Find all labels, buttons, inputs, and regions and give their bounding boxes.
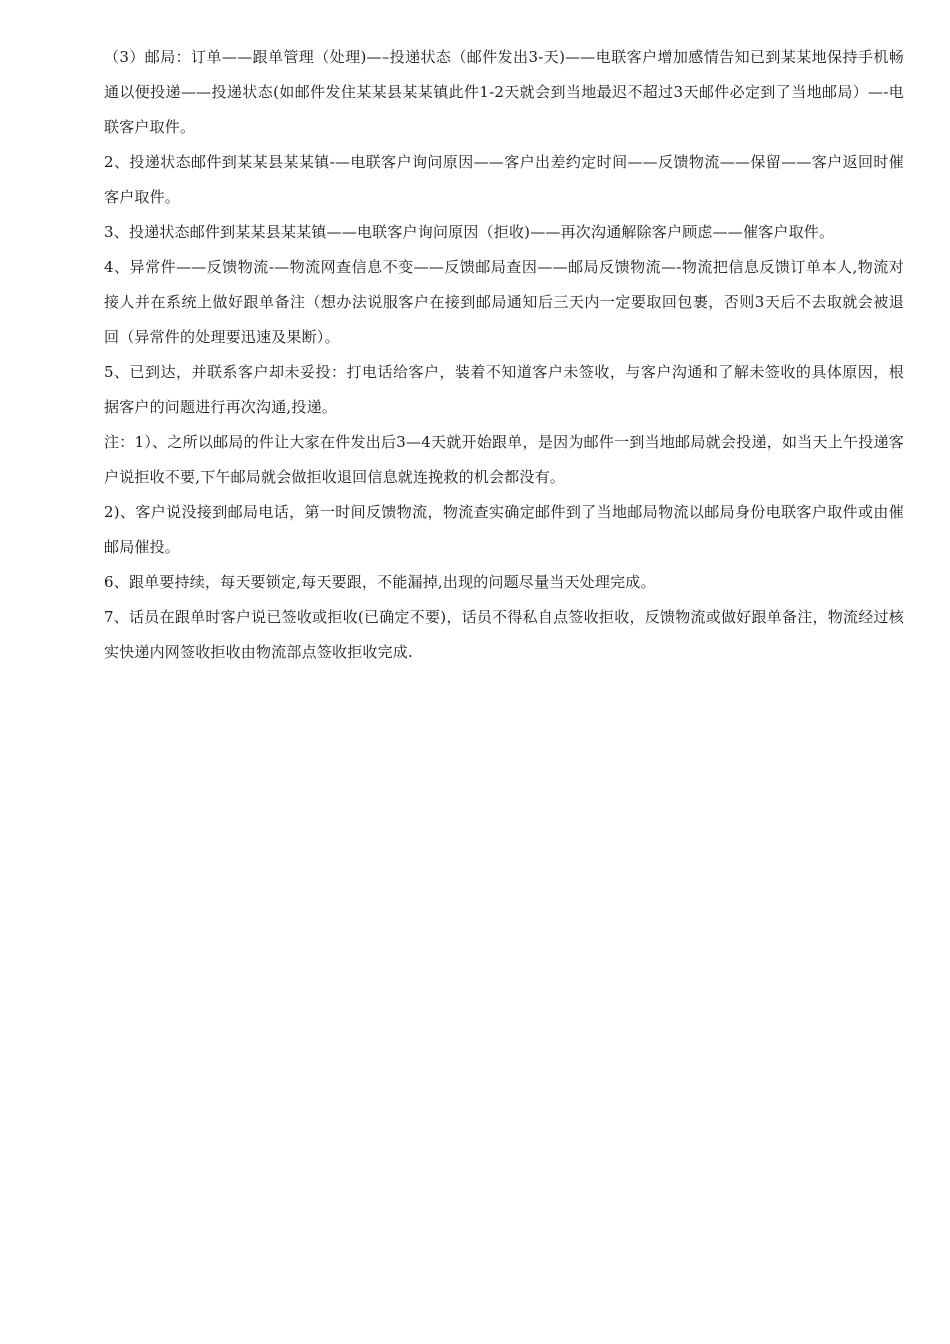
paragraph-item-2: 2、投递状态邮件到某某县某某镇-—电联客户询问原因——客户出差约定时间——反馈物流——保留——客户返回时催客户取件。 bbox=[104, 153, 904, 206]
paragraph-note-2: 2)、客户说没接到邮局电话，第一时间反馈物流，物流查实确定邮件到了当地邮局物流以邮局身份电联客户取件或由催邮局催投。 bbox=[104, 503, 904, 556]
paragraph-item-7: 7、话员在跟单时客户说已签收或拒收(已确定不要)，话员不得私自点签收拒收，反馈物流或做好跟单备注，物流经过核实快递内网签收拒收由物流部点签收拒收完成. bbox=[104, 608, 904, 661]
paragraph-item-4: 4、异常件——反馈物流-—物流网查信息不变——反馈邮局查因——邮局反馈物流—-物流把信息反馈订单本人,物流对接人并在系统上做好跟单备注（想办法说服客户在接到邮局通知后三天内一定要取回包裹，否则3天后不去取就会被退回（异常件的处理要迅速及果断）。 bbox=[104, 258, 904, 346]
paragraph-post-office-process: （3）邮局：订单——跟单管理（处理)—–投递状态（邮件发出3-天)——电联客户增加感情告知已到某某地保持手机畅通以便投递——投递状态(如邮件发住某某县某某镇此件1-2天就会到当地最迟不超过3天邮件必定到了当地邮局）—-电联客户取件。 bbox=[104, 48, 904, 136]
paragraph-item-3: 3、投递状态邮件到某某县某某镇——电联客户询问原因（拒收)——再次沟通解除客户顾虑——催客户取件。 bbox=[104, 223, 835, 241]
document-body bbox=[104, 40, 904, 670]
paragraph-item-5: 5、已到达，并联系客户却未妥投：打电话给客户，装着不知道客户未签收，与客户沟通和了解未签收的具体原因，根据客户的问题进行再次沟通,投递。 bbox=[104, 363, 904, 416]
paragraph-item-6: 6、跟单要持续，每天要锁定,每天要跟，不能漏掉,出现的问题尽量当天处理完成。 bbox=[104, 573, 656, 591]
paragraph-note-1: 注：1）、之所以邮局的件让大家在件发出后3—4天就开始跟单，是因为邮件一到当地邮局就会投递，如当天上午投递客户说拒收不要,下午邮局就会做拒收退回信息就连挽救的机会都没有。 bbox=[104, 433, 904, 486]
